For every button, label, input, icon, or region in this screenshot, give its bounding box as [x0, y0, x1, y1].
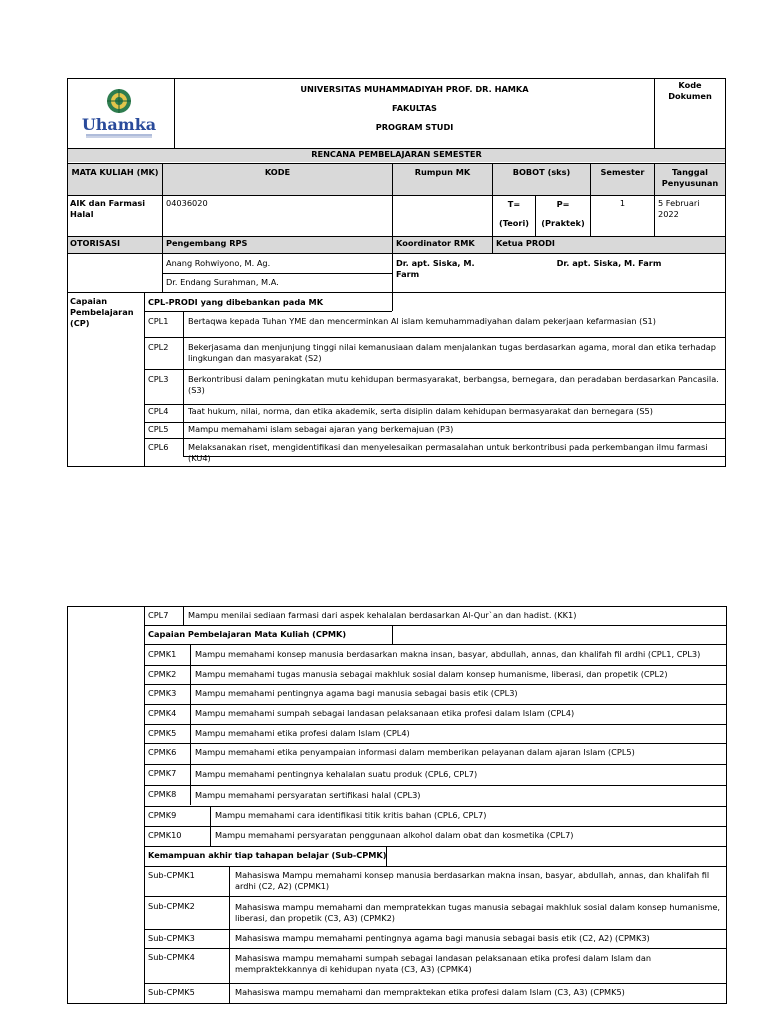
- cpmk-text: Mampu memahami persyaratan sertifikasi halal (CPL3): [195, 790, 421, 800]
- p-value: (Praktek): [541, 218, 585, 228]
- sub-cpmk-text: Mahasiswa mampu memahami sumpah sebagai landasan pelaksanaan etika profesi dalam Islam dan mempraktekkannya di kehidupan nyata (C3, A3) (CPMK4): [235, 953, 652, 974]
- p-label: P=: [556, 199, 570, 209]
- cpmk-code: CPMK1: [148, 649, 177, 659]
- t-label: T=: [507, 199, 521, 209]
- developer-2: Dr. Endang Surahman, M.A.: [166, 277, 279, 287]
- cpl-header: CPL-PRODI yang dibebankan pada MK: [148, 297, 324, 307]
- cpmk-code: CPMK8: [148, 789, 177, 799]
- uhamka-logo: [78, 86, 160, 142]
- cpl-text: Bekerjasama dan menjunjung tinggi nilai kemanusiaan dalam menjalankan tugas berdasarkan agama, moral dan etika terhadap lingkungan dan masyarakat (S2): [188, 342, 716, 363]
- cpmk-code: CPMK3: [148, 688, 177, 698]
- cpmk-text: Mampu memahami pentingnya agama bagi manusia sebagai basis etik (CPL3): [195, 688, 518, 698]
- cpl-code: CPL6: [148, 442, 169, 452]
- document-title: RENCANA PEMBELAJARAN SEMESTER: [311, 149, 482, 159]
- sub-cpmk-text: Mahasiswa mampu memahami dan mempratekkan tugas manusia sebagai makhluk sosial dalam konsep humanisme, liberasi, dan propetik (C3, A3) (CPMK2): [235, 902, 721, 923]
- t-value: (Teori): [498, 218, 529, 228]
- doc-code-label: Kode Dokumen: [668, 80, 712, 101]
- cpl-code: CPL2: [148, 342, 169, 352]
- date-value: 5 Februari 2022: [658, 198, 700, 219]
- cpmk-code: CPMK4: [148, 708, 177, 718]
- cpmk-text: Mampu memahami konsep manusia berdasarkan makna insan, basyar, abdullah, annas, dan khalifah fil ardhi (CPL1, CPL3): [195, 649, 701, 659]
- cpl-text: Mampu memahami islam sebagai ajaran yang berkemajuan (P3): [188, 424, 454, 434]
- kode-header: KODE: [264, 167, 291, 177]
- semester-value: 1: [619, 198, 626, 208]
- tanggal-header: Tanggal Penyusunan: [661, 167, 719, 188]
- course-code: 04036020: [166, 198, 208, 208]
- sub-cpmk-header: Kemampuan akhir tiap tahapan belajar (Sub-CPMK): [148, 850, 387, 860]
- cpmk-text: Mampu memahami tugas manusia sebagai makhluk sosial dalam konsep humanisme, liberasi, dan propetik (CPL2): [195, 669, 668, 679]
- cpl-code: CPL7: [148, 610, 169, 620]
- cpmk-code: CPMK2: [148, 669, 177, 679]
- cpmk-header: Capaian Pembelajaran Mata Kuliah (CPMK): [148, 629, 347, 639]
- cpmk-text: Mampu memahami persyaratan penggunaan alkohol dalam obat dan kosmetika (CPL7): [215, 830, 574, 840]
- cpmk-code: CPMK7: [148, 768, 177, 778]
- developer-1: Anang Rohwiyono, M. Ag.: [166, 258, 271, 268]
- sub-cpmk-code: Sub-CPMK4: [148, 952, 195, 962]
- cpmk-text: Mampu memahami sumpah sebagai landasan pelaksanaan etika profesi dalam Islam (CPL4): [195, 708, 575, 718]
- logo-wordmark: Uhamka: [81, 115, 157, 134]
- cpl-text: Taat hukum, nilai, norma, dan etika akademik, serta disiplin dalam kehidupan bermasyarakat dan bernegara (S5): [188, 406, 653, 416]
- cpl-text: Melaksanakan riset, mengidentifikasi dan menyelesaikan permasalahan untuk berkontribusi pada perkembangan ilmu farmasi (KU4): [188, 442, 708, 463]
- rumpun-header: Rumpun MK: [414, 167, 471, 177]
- otorisasi-label: OTORISASI: [70, 238, 121, 248]
- faculty-label: FAKULTAS: [392, 103, 437, 113]
- mk-header: MATA KULIAH (MK): [71, 167, 159, 177]
- sub-cpmk-code: Sub-CPMK2: [148, 901, 195, 911]
- university-name: UNIVERSITAS MUHAMMADIYAH PROF. DR. HAMKA: [300, 84, 529, 94]
- koordinator-label: Koordinator RMK: [396, 238, 475, 248]
- sub-cpmk-text: Mahasiswa Mampu memahami konsep manusia berdasarkan makna insan, basyar, abdullah, annas, dan khalifah fil ardhi (C2, A2) (CPMK1): [235, 870, 710, 891]
- cpmk-code: CPMK9: [148, 810, 177, 820]
- cpl-text: Mampu menilai sediaan farmasi dari aspek kehalalan berdasarkan Al-Qur`an dan hadist. (KK1): [188, 610, 577, 620]
- cpl-code: CPL3: [148, 374, 169, 384]
- cp-label: Capaian Pembelajaran (CP): [70, 296, 134, 328]
- sub-cpmk-text: Mahasiswa mampu memahami dan mempraktekan etika profesi dalam Islam (C3, A3) (CPMK5): [235, 987, 625, 997]
- pengembang-label: Pengembang RPS: [166, 238, 248, 248]
- cpmk-text: Mampu memahami etika profesi dalam Islam (CPL4): [195, 728, 410, 738]
- cpl-text: Berkontribusi dalam peningkatan mutu kehidupan bermasyarakat, berbangsa, bernegara, dan peradaban berdasarkan Pancasila. (S3): [188, 374, 719, 395]
- sub-cpmk-code: Sub-CPMK3: [148, 933, 195, 943]
- cpl-code: CPL4: [148, 406, 169, 416]
- head-name: Dr. apt. Siska, M. Farm: [556, 258, 662, 268]
- cpmk-text: Mampu memahami etika penyampaian informasi dalam memberikan pelayanan dalam ajaran Islam (CPL5): [195, 747, 635, 757]
- coordinator-name: Dr. apt. Siska, M. Farm: [396, 258, 475, 279]
- cpmk-text: Mampu memahami pentingnya kehalalan suatu produk (CPL6, CPL7): [195, 769, 478, 779]
- sub-cpmk-code: Sub-CPMK1: [148, 870, 195, 880]
- cpmk-code: CPMK10: [148, 830, 182, 840]
- sub-cpmk-text: Mahasiswa mampu memahami pentingnya agama bagi manusia sebagai basis etik (C2, A2) (CPMK3): [235, 933, 650, 943]
- cpl-code: CPL1: [148, 316, 169, 326]
- cpmk-text: Mampu memahami cara identifikasi titik kritis bahan (CPL6, CPL7): [215, 810, 487, 820]
- cpl-text: Bertaqwa kepada Tuhan YME dan mencerminkan Al islam kemuhammadiyahan dalam pekerjaan kefarmasian (S1): [188, 316, 656, 326]
- course-name: AIK dan Farmasi Halal: [70, 198, 146, 219]
- bobot-header: BOBOT (sks): [512, 167, 571, 177]
- ketua-label: Ketua PRODI: [496, 238, 555, 248]
- cpmk-code: CPMK6: [148, 747, 177, 757]
- cpmk-code: CPMK5: [148, 728, 177, 738]
- program-label: PROGRAM STUDI: [375, 122, 454, 132]
- cpl-code: CPL5: [148, 424, 169, 434]
- sub-cpmk-code: Sub-CPMK5: [148, 987, 195, 997]
- semester-header: Semester: [600, 167, 645, 177]
